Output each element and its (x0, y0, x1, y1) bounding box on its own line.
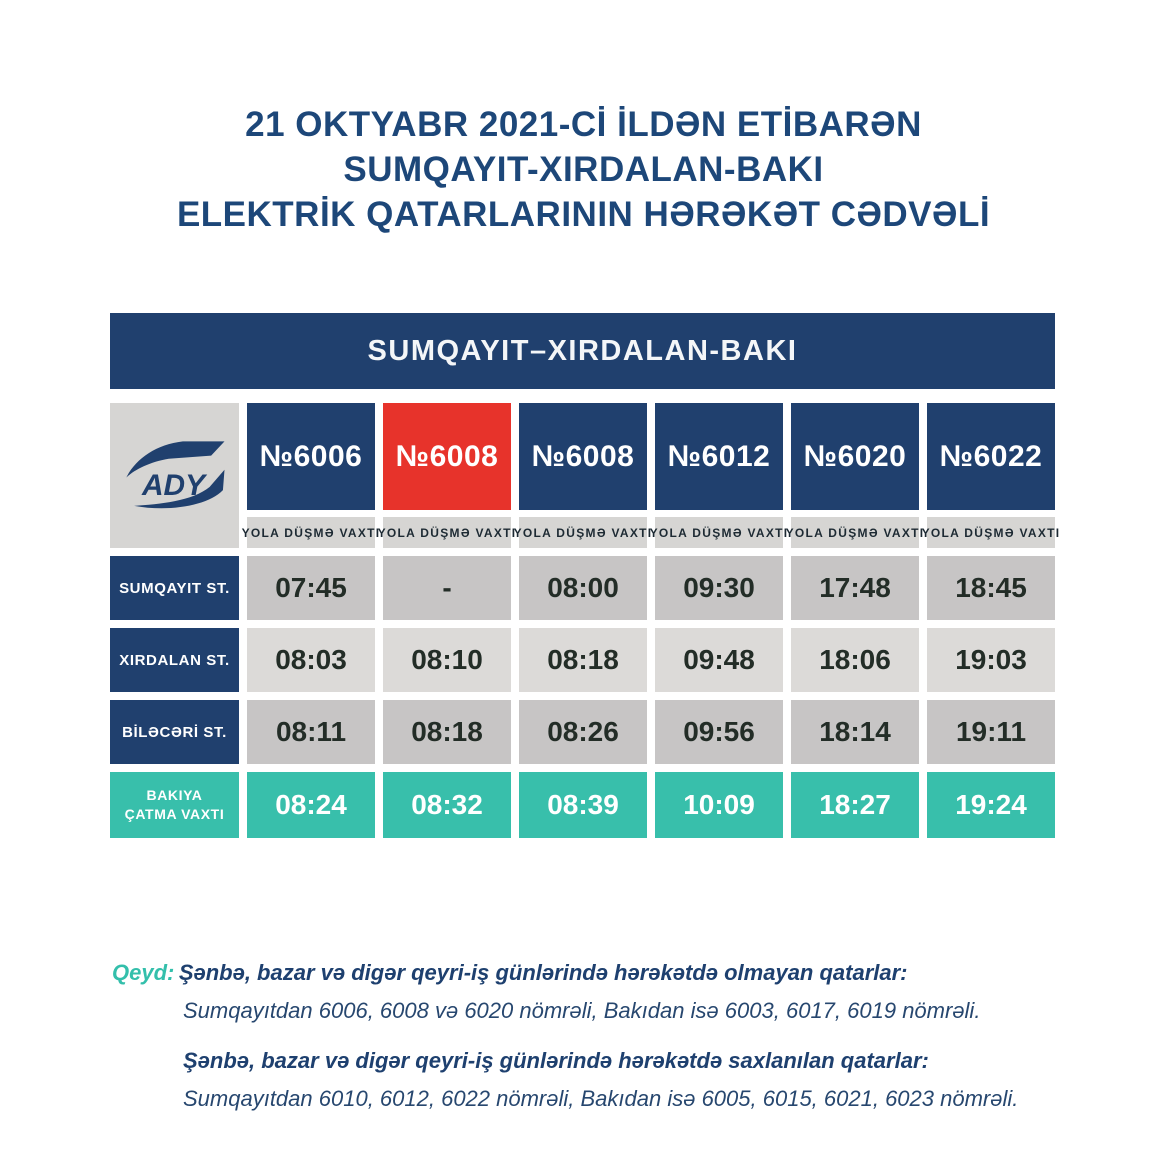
time-cell: 09:48 (655, 628, 783, 692)
time-cell: 08:26 (519, 700, 647, 764)
time-cell: 09:30 (655, 556, 783, 620)
time-cell: 08:18 (383, 700, 511, 764)
time-cell: 08:10 (383, 628, 511, 692)
time-cell: 19:24 (927, 772, 1055, 838)
time-cell: 08:18 (519, 628, 647, 692)
page-title (0, 102, 1167, 237)
departure-time-label: YOLA DÜŞMƏ VAXTI (927, 517, 1055, 548)
note-label: Qeyd: (112, 960, 175, 985)
train-number-cell: №6012 (655, 403, 783, 510)
note2-heading: Şənbə, bazar və digər qeyri-iş günlərində hərəkətdə saxlanılan qatarlar: (183, 1048, 929, 1073)
train-column (377, 403, 517, 548)
time-cell: 19:03 (927, 628, 1055, 692)
time-cell: 08:32 (383, 772, 511, 838)
train-column (241, 403, 381, 548)
table-header-row (110, 403, 1061, 548)
time-cell: 08:00 (519, 556, 647, 620)
table-row (110, 700, 1055, 764)
train-column (649, 403, 789, 548)
notes-line-1 (112, 960, 908, 986)
table-row (110, 556, 1055, 620)
train-number-cell: №6008 (519, 403, 647, 510)
ady-railways-logo-icon (120, 426, 230, 526)
title-line-3: ELEKTRİK QATARLARININ HƏRƏKƏT CƏDVƏLİ (176, 195, 991, 234)
route-banner: SUMQAYIT–XIRDALAN-BAKI (110, 313, 1055, 389)
note2-body: Sumqayıtdan 6010, 6012, 6022 nömrəli, Bakıdan isə 6005, 6015, 6021, 6023 nömrəli. (183, 1086, 1019, 1111)
train-number-cell: №6022 (927, 403, 1055, 510)
train-number-cell-highlighted: №6008 (383, 403, 511, 510)
ady-logo-cell (110, 403, 239, 548)
departure-time-label: YOLA DÜŞMƏ VAXTI (655, 517, 783, 548)
time-cell: 10:09 (655, 772, 783, 838)
note1-heading: Şənbə, bazar və digər qeyri-iş günlərində hərəkətdə olmayan qatarlar: (178, 960, 908, 985)
time-cell: 08:24 (247, 772, 375, 838)
note1-body: Sumqayıtdan 6006, 6008 və 6020 nömrəli, Bakıdan isə 6003, 6017, 6019 nömrəli. (183, 998, 981, 1023)
table-row (110, 772, 1055, 838)
station-label: BAKIYA ÇATMA VAXTI (110, 772, 239, 838)
train-number-cell: №6006 (247, 403, 375, 510)
time-cell: 17:48 (791, 556, 919, 620)
train-column (921, 403, 1061, 548)
departure-time-label: YOLA DÜŞMƏ VAXTI (519, 517, 647, 548)
title-line-1: 21 OKTYABR 2021-Cİ İLDƏN ETİBARƏN (245, 105, 922, 144)
time-cell: 08:11 (247, 700, 375, 764)
time-cell: 09:56 (655, 700, 783, 764)
time-cell: 18:27 (791, 772, 919, 838)
time-cell: - (383, 556, 511, 620)
departure-time-label: YOLA DÜŞMƏ VAXTI (247, 517, 375, 548)
time-cell: 08:03 (247, 628, 375, 692)
departure-time-label: YOLA DÜŞMƏ VAXTI (791, 517, 919, 548)
station-label: BİLƏCƏRİ ST. (110, 700, 239, 764)
time-cell: 07:45 (247, 556, 375, 620)
train-column (785, 403, 925, 548)
time-cell: 19:11 (927, 700, 1055, 764)
time-cell: 18:45 (927, 556, 1055, 620)
time-cell: 18:14 (791, 700, 919, 764)
ady-logo-text: ADY (141, 468, 205, 502)
departure-time-label: YOLA DÜŞMƏ VAXTI (383, 517, 511, 548)
station-label: SUMQAYIT ST. (110, 556, 239, 620)
train-number-cell: №6020 (791, 403, 919, 510)
time-cell: 08:39 (519, 772, 647, 838)
train-columns (241, 403, 1061, 548)
train-column (513, 403, 653, 548)
station-label: XIRDALAN ST. (110, 628, 239, 692)
table-row (110, 628, 1055, 692)
time-cell: 18:06 (791, 628, 919, 692)
title-line-2: SUMQAYIT-XIRDALAN-BAKI (343, 150, 824, 189)
